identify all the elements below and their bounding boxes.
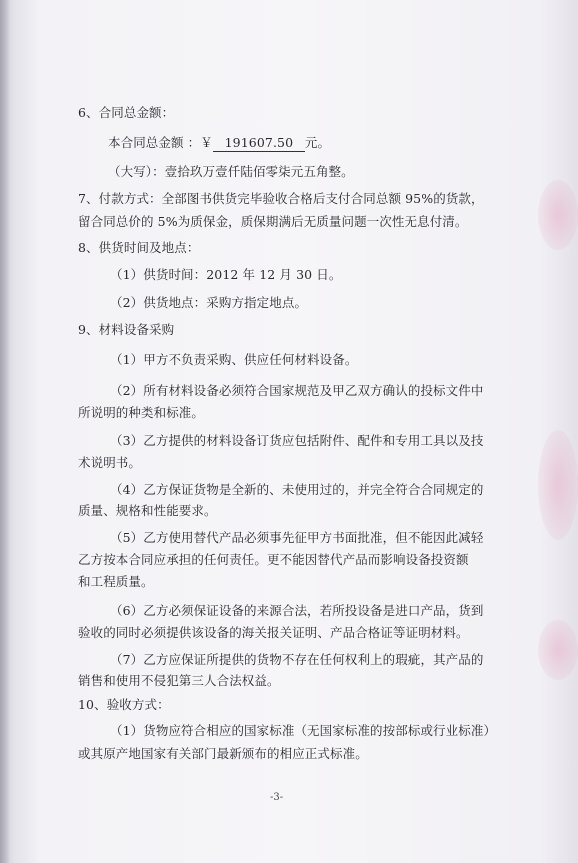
contract-amount-line <box>108 135 330 152</box>
section-9-item-7-line-2: 销售和使用不侵犯第三人合法权益。 <box>78 673 280 688</box>
section-10-heading: 10、验收方式： <box>78 697 170 712</box>
section-9-item-4-line-1: （4）乙方保证货物是全新的、未使用过的，并完全符合合同规定的 <box>110 482 484 497</box>
section-7-line-1: 7、付款方式：全部图书供货完毕验收合格后支付合同总额 95%的货款， <box>78 191 484 206</box>
section-9-item-3-line-1: （3）乙方提供的材料设备订货应包括附件、配件和专用工具以及技 <box>110 433 484 448</box>
section-7-line-2: 留合同总价的 5%为质保金，质保期满后无质量问题一次性无息付清。 <box>78 214 468 229</box>
binding-shadow <box>0 0 10 863</box>
ink-smudge <box>538 180 578 250</box>
section-9-item-1: （1）甲方不负责采购、供应任何材料设备。 <box>110 352 358 367</box>
section-10-item-1-line-1: （1）货物应符合相应的国家标准（无国家标准的按部标或行业标准） <box>110 723 497 738</box>
amount-prefix: 本合同总金额 ：￥ <box>108 135 213 150</box>
section-9-item-5-line-2: 乙方按本合同应承担的任何责任。更不能因替代产品而影响设备投资额 <box>78 552 469 567</box>
amount-suffix: 元。 <box>304 135 331 150</box>
section-9-item-5-line-3: 和工程质量。 <box>78 574 154 589</box>
section-8-heading: 8、供货时间及地点： <box>78 240 200 255</box>
section-6-heading: 6、合同总金额： <box>78 105 175 120</box>
section-10-item-1-line-2: 或其原产地国家有关部门最新颁布的相应正式标准。 <box>78 746 368 761</box>
section-8-item-1: （1）供货时间：2012 年 12 月 30 日。 <box>110 267 342 282</box>
section-9-item-7-line-1: （7）乙方应保证所提供的货物不存在任何权利上的瑕疵，其产品的 <box>110 652 484 667</box>
amount-value: 191607.50 <box>213 135 305 152</box>
section-9-item-4-line-2: 质量、规格和性能要求。 <box>78 503 217 518</box>
section-9-item-2-line-1: （2）所有材料设备必须符合国家规范及甲乙双方确认的投标文件中 <box>110 383 484 398</box>
section-9-heading: 9、材料设备采购 <box>78 322 175 337</box>
amount-uppercase: （大写）：壹拾玖万壹仟陆佰零柒元五角整。 <box>108 164 354 179</box>
section-8-item-2: （2）供货地点：采购方指定地点。 <box>110 295 308 310</box>
section-9-item-2-line-2: 所说明的种类和标准。 <box>78 405 205 420</box>
section-9-item-5-line-1: （5）乙方使用替代产品必须事先征甲方书面批准，但不能因此减轻 <box>110 530 484 545</box>
section-9-item-6-line-2: 验收的同时必须提供该设备的海关报关证明、产品合格证等证明材料。 <box>78 625 469 640</box>
section-9-item-6-line-1: （6）乙方必须保证设备的来源合法，若所投设备是进口产品，货到 <box>110 603 484 618</box>
ink-smudge <box>538 620 578 680</box>
section-9-item-3-line-2: 术说明书。 <box>78 455 142 470</box>
page-number: -3- <box>270 792 284 803</box>
ink-smudge <box>538 430 578 540</box>
